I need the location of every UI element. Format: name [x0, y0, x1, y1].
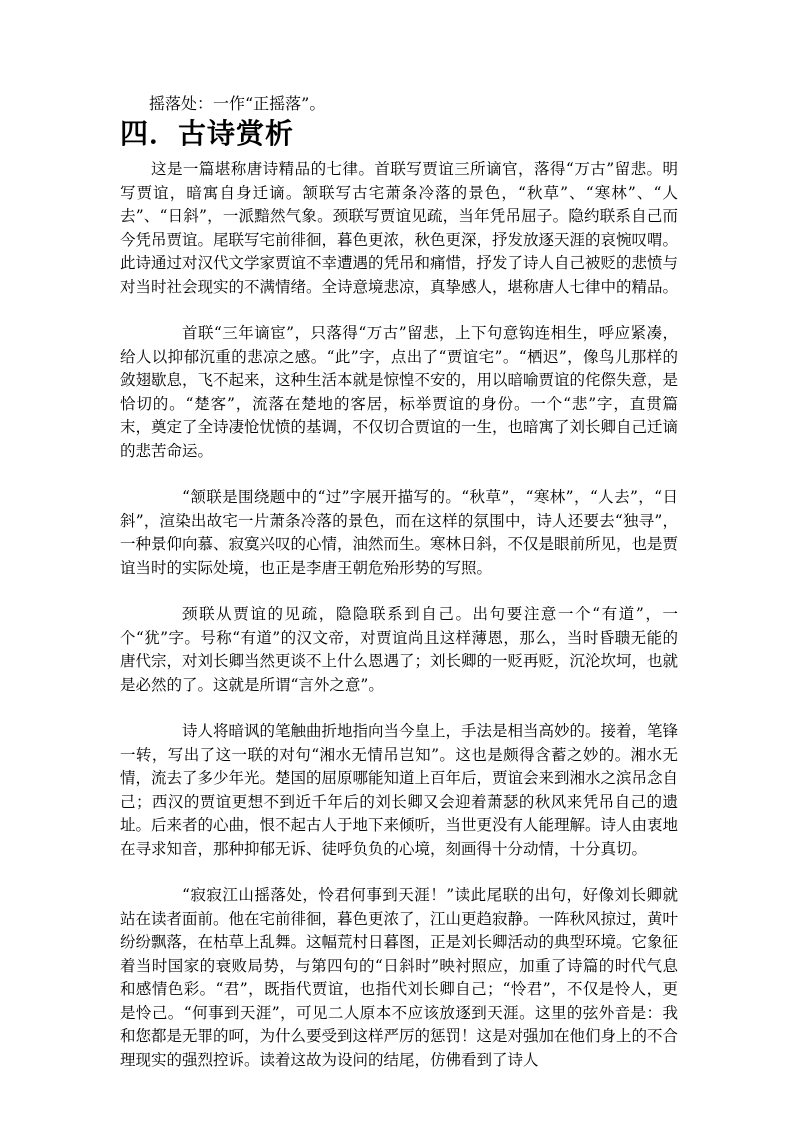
variant-note: 摇落处：一作“正摇落”。 [149, 94, 326, 113]
section-title: 四．古诗赏析 [120, 117, 295, 150]
paragraph-third-couplet: 颈联从贾谊的见疏，隐隐联系到自己。出句要注意一个“有道”，一个“犹”字。号称“有道”的汉文帝，对贾谊尚且这样薄恩，那么，当时昏聩无能的唐代宗，对刘长卿当然更谈不上什么恩遇了；刘长卿的一贬再贬，沉沦坎坷，也就是必然的了。这就是所谓“言外之意”。 [120, 605, 679, 694]
paragraph-overview: 这是一篇堪称唐诗精品的七律。首联写贾谊三所谪官，落得“万古”留悲。明写贾谊，暗寓自身迁谪。颔联写古宅萧条冷落的景色，“秋草”、“寒林”、“人去”、“日斜”，一派黯然气象。颈联写贾谊见疏，当年凭吊屈子。隐约联系自己而今凭吊贾谊。尾联写宅前徘徊，暮色更浓，秋色更深，抒发放逐天涯的哀惋叹喟。此诗通过对汉代文学家贾谊不幸遭遇的凭吊和痛惜，抒发了诗人自己被贬的悲愤与对当时社会现实的不满情绪。全诗意境悲凉，真挚感人，堪称唐人七律中的精品。 [120, 160, 679, 296]
paragraph-first-couplet: 首联“三年谪宦”，只落得“万古”留悲，上下句意钩连相生，呼应紧凑，给人以抑郁沉重的悲凉之感。“此”字，点出了“贾谊宅”。“栖迟”，像鸟儿那样的敛翅歇息，飞不起来，这种生活本就是惊惶不安的，用以暗喻贾谊的侘傺失意，是恰切的。“楚客”，流落在楚地的客居，标举贾谊的身份。一个“悲”字，直贯篇末，奠定了全诗凄怆忧愤的基调，不仅切合贾谊的一生，也暗寓了刘长卿自己迁谪的悲苦命运。 [120, 324, 679, 460]
document-page [120, 92, 678, 1072]
paragraph-second-couplet: “颔联是围绕题中的“过”字展开描写的。“秋草”，“寒林”，“人去”，“日斜”，渲染出故宅一片萧条冷落的景色，而在这样的氛围中，诗人还要去“独寻”，一种景仰向慕、寂寞兴叹的心情，油然而生。寒林日斜，不仅是眼前所见，也是贾谊当时的实际处境，也正是李唐王朝危殆形势的写照。 [120, 488, 679, 577]
paragraph-allusion: 诗人将暗讽的笔触曲折地指向当今皇上，手法是相当高妙的。接着，笔锋一转，写出了这一联的对句“湘水无情吊岂知”。这也是颇得含蓄之妙的。湘水无情，流去了多少年光。楚国的屈原哪能知道上百年后，贾谊会来到湘水之滨吊念自己；西汉的贾谊更想不到近千年后的刘长卿又会迎着萧瑟的秋风来凭吊自己的遗址。后来者的心曲，恨不起古人于地下来倾听，当世更没有人能理解。诗人由衷地在寻求知音，那种抑郁无诉、徒呼负负的心境，刻画得十分动情，十分真切。 [120, 722, 679, 858]
paragraph-final-couplet: “寂寂江山摇落处，怜君何事到天涯！”读此尾联的出句，好像刘长卿就站在读者面前。他在宅前徘徊，暮色更浓了，江山更趋寂静。一阵秋风掠过，黄叶纷纷飘落，在枯草上乱舞。这幅荒村日暮图，正是刘长卿活动的典型环境。它象征着当时国家的衰败局势，与第四句的“日斜时”映衬照应，加重了诗篇的时代气息和感情色彩。“君”，既指代贾谊，也指代刘长卿自己；“怜君”，不仅是怜人，更是怜己。“何事到天涯”，可见二人原本不应该放逐到天涯。这里的弦外音是：我和您都是无罪的呵，为什么要受到这样严厉的惩罚！这是对强加在他们身上的不合理现实的强烈控诉。读着这故为设问的结尾，仿佛看到了诗人 [120, 886, 679, 1069]
